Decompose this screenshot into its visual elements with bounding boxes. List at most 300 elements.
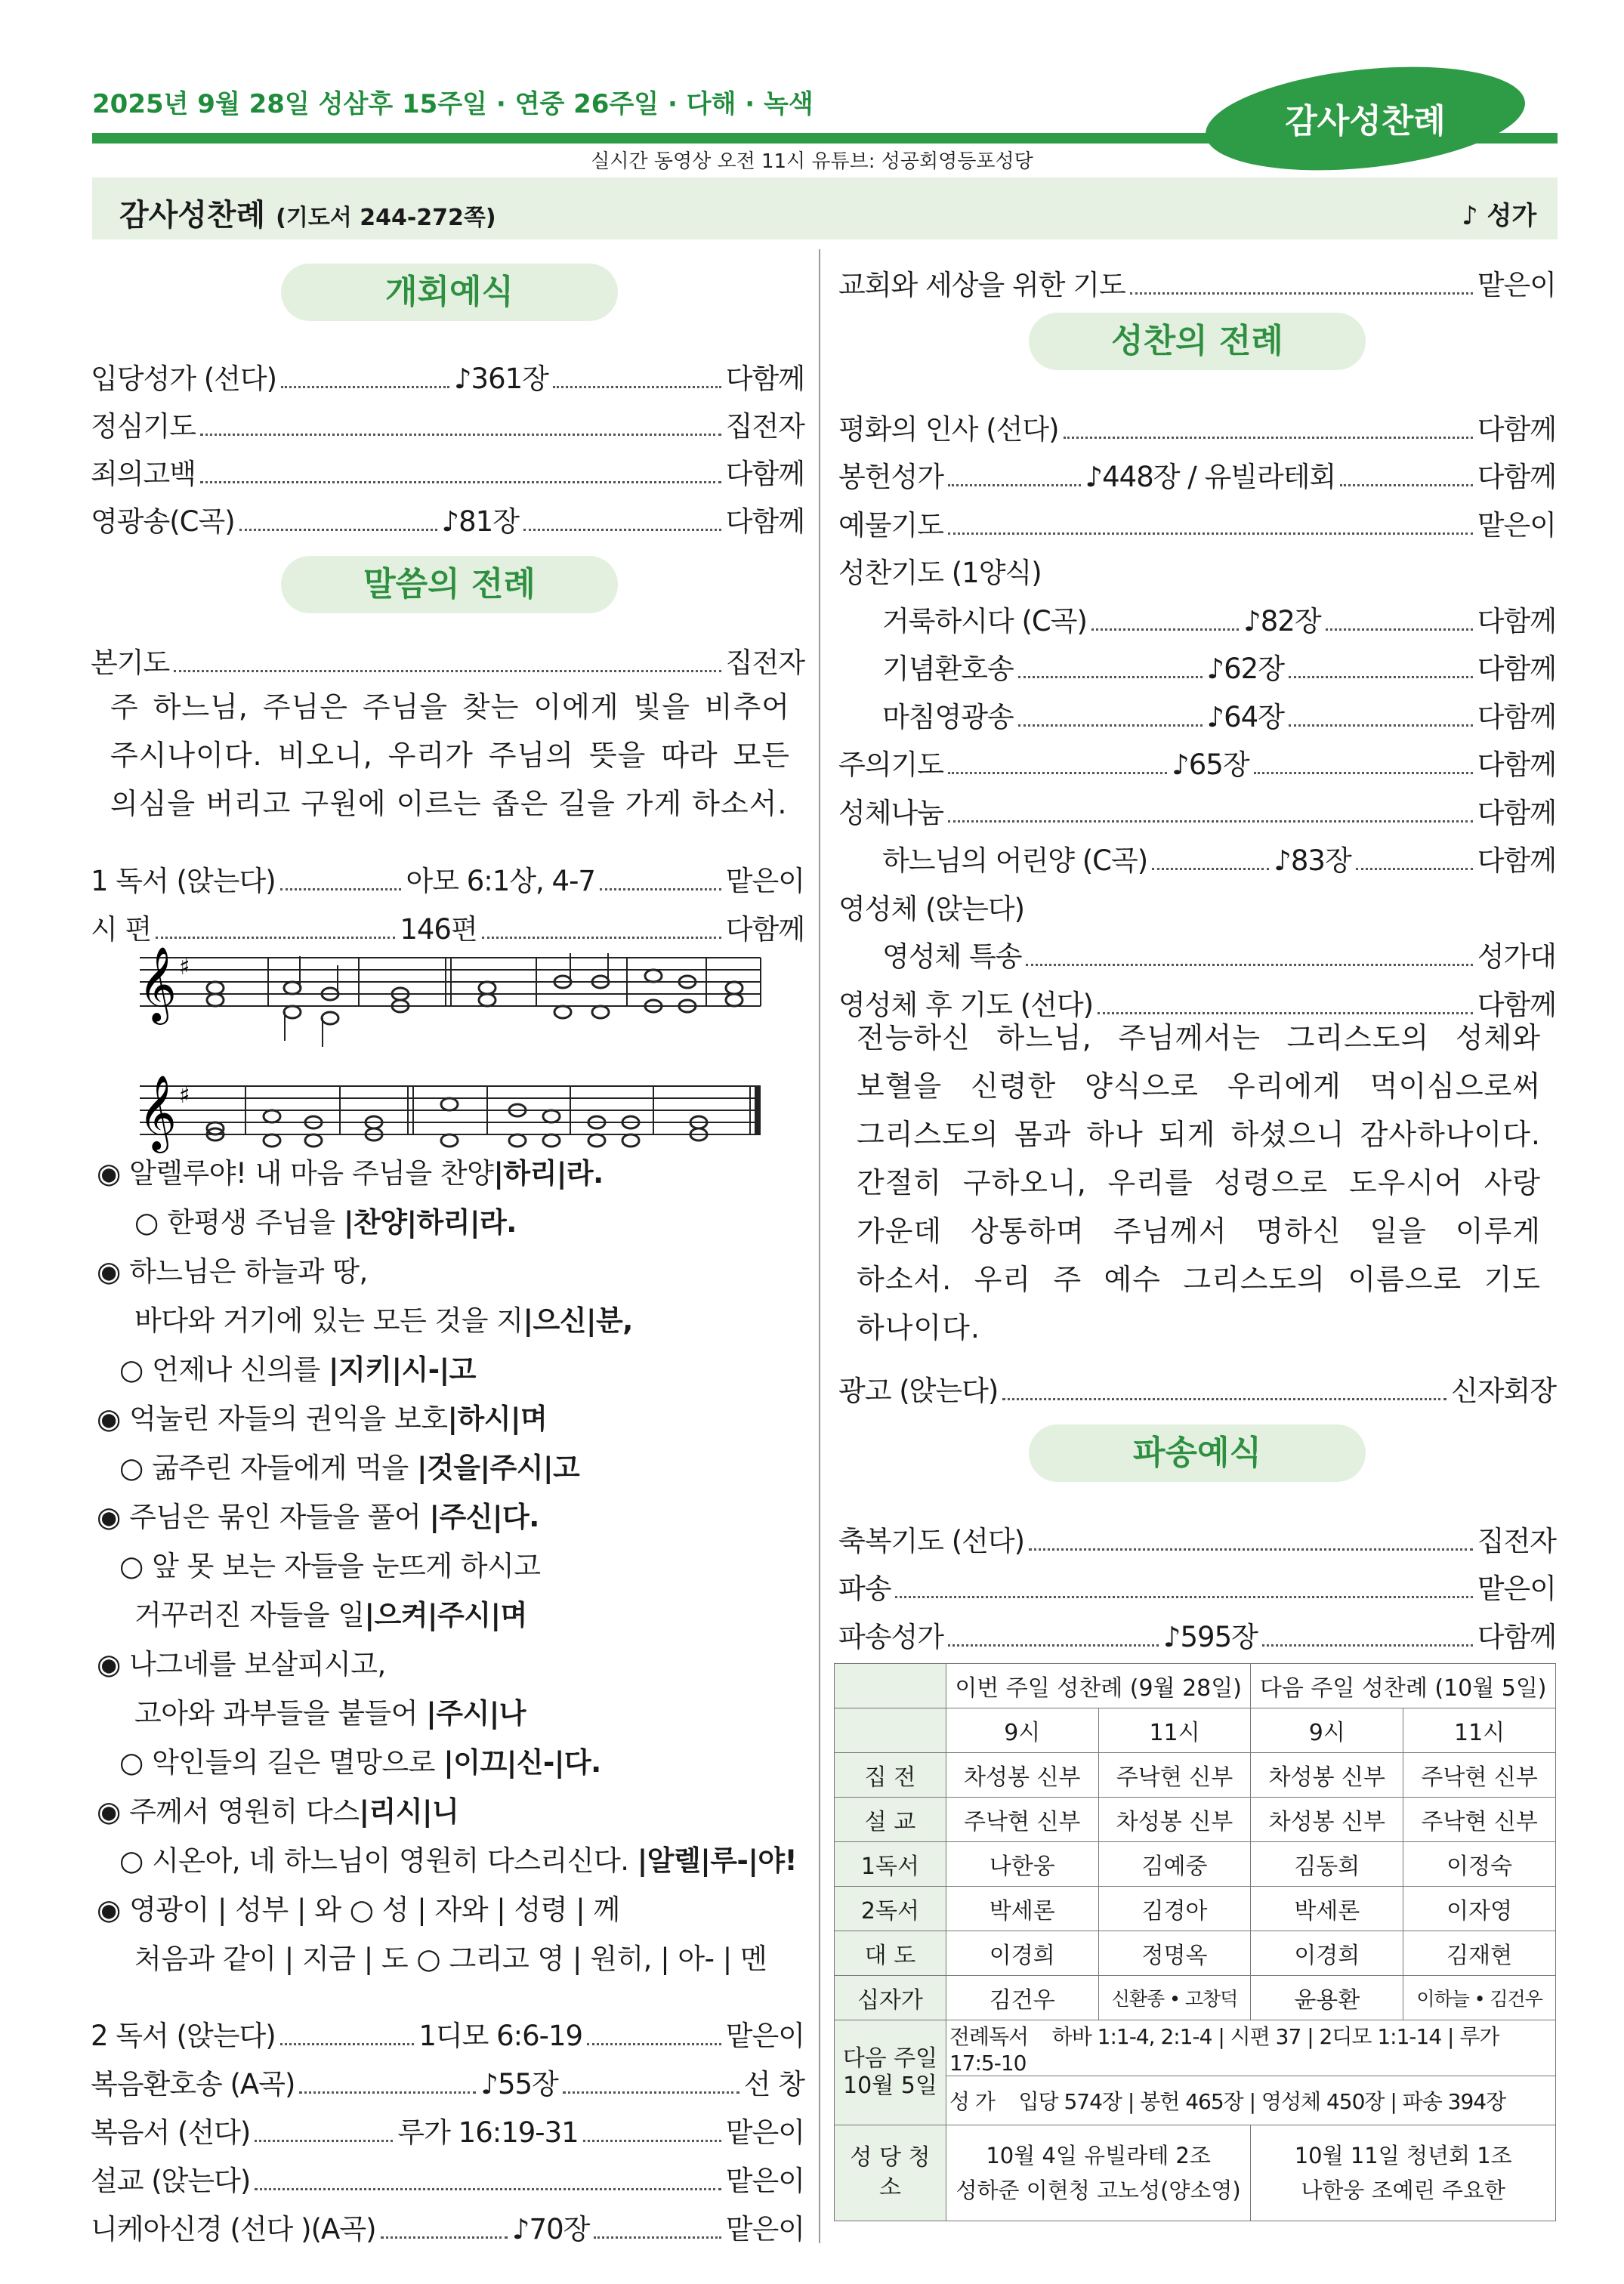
dot-leader: [280, 2043, 415, 2045]
psalm-verse: [97, 1787, 822, 1836]
row-role: 다함께: [1477, 844, 1556, 877]
dot-leader: [280, 888, 402, 890]
row-label: 본기도: [91, 647, 170, 679]
dot-leader: [482, 937, 721, 939]
liturgy-row: [91, 899, 804, 947]
row-role: 맡은이: [725, 865, 805, 897]
assignee-cell: 김예중: [1098, 1842, 1251, 1887]
readings-label: 전례독서: [949, 2024, 1029, 2049]
assignee-cell: 주낙현 신부: [1098, 1753, 1251, 1798]
row-label: 설교 (앉는다): [91, 2165, 251, 2197]
prayer-line: 전능하신 하느님, 주님께서는 그리스도의 성체와: [857, 1021, 1541, 1054]
psalm-verse: [97, 1492, 822, 1542]
prayer-line: 하소서. 우리 주 예수 그리스도의 이름으로 기도: [857, 1263, 1541, 1296]
dot-leader: [583, 2140, 721, 2142]
section-opening: 개회예식: [281, 264, 618, 321]
row-label: 기념환호송: [882, 653, 1014, 685]
row-role: 다함께: [1477, 988, 1556, 1021]
psalm-text-accented: |찬양|하리|라.: [344, 1206, 517, 1239]
leader-marker-icon: ◉: [97, 1894, 121, 1926]
role-cell: 설 교: [835, 1798, 946, 1842]
dot-leader: [1029, 1548, 1473, 1551]
psalm-text-plain: 고아와 과부들을 붙들어: [134, 1697, 427, 1730]
dot-leader: [1254, 772, 1473, 774]
next-hymns-cell: [946, 2076, 1555, 2125]
row-label: 봉헌성가: [838, 461, 943, 493]
psalm-verse: [97, 1345, 822, 1394]
cleaning-2-names: 나한웅 조예린 주요한: [1301, 2178, 1505, 2203]
psalm-text-plain: 앞 못 보는 자들을 눈뜨게 하시고: [152, 1550, 541, 1582]
cleaning-cell-1: [946, 2125, 1251, 2221]
schedule-header-row: [835, 1664, 1556, 1708]
liturgy-row: [838, 782, 1556, 831]
dot-leader: [948, 820, 1473, 823]
assignee-cell: 김건우: [946, 1976, 1098, 2020]
row-detail: ♪595장: [1162, 1620, 1258, 1653]
row-role: 성가대: [1477, 940, 1556, 973]
svg-text:𝄞: 𝄞: [138, 946, 177, 1022]
assignee-cell: 이정숙: [1403, 1842, 1556, 1887]
row-detail: 146편: [400, 913, 477, 946]
liturgy-row: [838, 591, 1556, 639]
row-label: 복음서 (선다): [91, 2116, 251, 2149]
psalm-text-plain: 나그네를 보살피시고,: [129, 1648, 386, 1681]
row-role: 맡은이: [725, 2165, 804, 2197]
row-detail: ♪361장: [453, 363, 548, 395]
dot-leader: [948, 532, 1473, 535]
row-role: 다함께: [1477, 748, 1557, 781]
psalm-verse: [97, 1836, 822, 1885]
liturgy-row: [91, 850, 804, 899]
row-label: 파송: [838, 1573, 891, 1605]
psalm-verse: [97, 1198, 822, 1247]
role-cell: 십자가: [835, 1976, 946, 2020]
section-word: 말씀의 전례: [281, 556, 618, 613]
cleaning-label: 성 당 청 소: [835, 2125, 946, 2221]
assignee-cell: 박세론: [1251, 1887, 1403, 1931]
row-label: 영성체 특송: [882, 940, 1022, 973]
intercession-row: [838, 255, 1556, 303]
role-cell: 2독서: [835, 1887, 946, 1931]
row-role: 다함께: [1477, 412, 1556, 446]
dot-leader: [1152, 868, 1269, 870]
dot-leader: [1091, 628, 1239, 631]
psalm-text-accented: |으신|분,: [523, 1304, 633, 1337]
dot-leader: [174, 670, 721, 672]
next-sunday-label: 다음 주일 10월 5일: [835, 2020, 946, 2125]
leader-marker-icon: ◉: [97, 1501, 121, 1533]
corner-cell: [835, 1664, 946, 1708]
section-dismissal: 파송예식: [1029, 1424, 1366, 1482]
psalm-text-accented: |주시|나: [426, 1697, 526, 1730]
row-detail: ♪83장: [1274, 844, 1351, 877]
schedule-row: [835, 1931, 1556, 1976]
row-role: 다함께: [1477, 604, 1556, 637]
row-detail: ♪81장: [441, 505, 519, 538]
assignee-cell: 주낙현 신부: [946, 1798, 1098, 1842]
assignee-cell: 이자영: [1403, 1887, 1556, 1931]
psalm-verse: [97, 1149, 822, 1198]
assignee-cell: 이경희: [946, 1931, 1098, 1976]
row-label: 영성체 후 기도 (선다): [838, 988, 1094, 1021]
liturgy-row: [838, 1607, 1556, 1655]
assignee-cell: 김경아: [1098, 1887, 1251, 1931]
psalm-text-plain: 영광이 | 성부 | 와 ○ 성 | 자와 | 성령 | 께: [129, 1894, 620, 1926]
leader-marker-icon: ◉: [97, 1403, 121, 1435]
row-label: 1 독서 (앉는다): [91, 865, 276, 897]
post-communion-prayer: [857, 1014, 1541, 1352]
row-detail: ♪82장: [1243, 604, 1321, 637]
row-detail: 아모 6:1상, 4-7: [406, 865, 595, 897]
assignee-cell: 차성봉 신부: [1251, 1798, 1403, 1842]
row-label: 주의기도: [838, 748, 943, 781]
row-label: 성체나눔: [838, 796, 943, 829]
row-role: 맡은이: [1477, 1573, 1556, 1605]
psalm-verse: [97, 1934, 822, 1983]
dot-leader: [281, 386, 449, 388]
dot-leader: [200, 481, 721, 483]
row-label: 복음환호송 (A곡): [91, 2068, 295, 2100]
svg-text:♯: ♯: [179, 1082, 190, 1109]
assignee-cell: 김동희: [1251, 1842, 1403, 1887]
liturgy-row: [91, 2150, 804, 2199]
schedule-row: [835, 1753, 1556, 1798]
psalm-text-accented: |주신|다.: [429, 1501, 539, 1533]
liturgy-row: [838, 639, 1556, 687]
assignee-cell: 차성봉 신부: [946, 1753, 1098, 1798]
liturgy-row: [838, 831, 1556, 879]
cleaning-2-title: 10월 11일 청년회 1조: [1294, 2143, 1512, 2168]
liturgy-row: [91, 397, 804, 444]
dot-leader: [255, 2140, 393, 2142]
liturgy-row: [91, 444, 804, 492]
assignee-cell: 나한웅: [946, 1842, 1098, 1887]
row-role: 집전자: [725, 410, 804, 443]
psalm-text-accented: |이끄|신-|다.: [443, 1746, 601, 1779]
dot-leader: [200, 434, 721, 436]
psalm-verse: [97, 1738, 822, 1787]
psalm-text-accented: |으켜|주시|며: [364, 1599, 527, 1631]
liturgy-row: [91, 2102, 804, 2150]
hymns-label: 성 가: [949, 2089, 995, 2114]
psalm-text-plain: 처음과 같이 | 지금 | 도 ○ 그리고 영 | 원히, | 아- | 멘: [134, 1943, 767, 1975]
psalm-text-plain: 악인들의 길은 멸망으로: [152, 1746, 444, 1779]
row-label: 교회와 세상을 위한 기도: [838, 269, 1125, 301]
prayer-line: 가운데 상통하며 주님께서 명하신 일을 이루게: [857, 1215, 1541, 1248]
row-label: 죄의고백: [91, 458, 196, 490]
section-eucharist: 성찬의 전례: [1029, 313, 1366, 370]
leader-marker-icon: ◉: [97, 1157, 121, 1190]
assignee-cell: 박세론: [946, 1887, 1098, 1931]
row-role: 다함께: [1477, 1620, 1556, 1653]
next-readings-cell: [946, 2020, 1555, 2076]
assignee-cell: 신환종 • 고창덕: [1098, 1976, 1251, 2020]
hymn-label: ♪ 성가: [1462, 201, 1537, 231]
cleaning-cell-2: [1251, 2125, 1556, 2221]
assignee-cell: 윤용환: [1251, 1976, 1403, 2020]
row-role: 다함께: [725, 505, 805, 538]
eucharist-rows: [838, 399, 1556, 1023]
row-role: 다함께: [1477, 700, 1557, 733]
row-role: 다함께: [725, 363, 804, 395]
assignee-cell: 주낙현 신부: [1403, 1798, 1556, 1842]
assignee-cell: 주낙현 신부: [1403, 1753, 1556, 1798]
dot-leader: [600, 888, 721, 890]
svg-text:♯: ♯: [179, 954, 190, 980]
collect-prayer: [110, 683, 790, 828]
cleaning-1-title: 10월 4일 유빌라테 2조: [986, 2143, 1211, 2168]
psalm-text-plain: 하느님은 하늘과 땅,: [129, 1255, 368, 1288]
liturgy-row: [838, 1511, 1556, 1559]
psalm-text: [97, 1149, 822, 1983]
psalm-text-plain: 언제나 신의를: [152, 1353, 329, 1386]
time-cell: 11시: [1403, 1708, 1556, 1753]
row-label: 영성체 (앉는다): [838, 892, 1025, 925]
prayer-line: 보혈을 신령한 양식으로 우리에게 먹이심으로써: [857, 1069, 1541, 1103]
schedule-body: [835, 1753, 1556, 2020]
psalm-verse: [97, 1443, 822, 1492]
row-role: 다함께: [725, 458, 804, 490]
row-label: 광고 (앉는다): [838, 1375, 999, 1407]
badge-label: 감사성찬례: [1285, 102, 1446, 140]
row-label: 시 편: [91, 913, 152, 946]
dot-leader: [1002, 1398, 1446, 1400]
hymns-text: 입당 574장 | 봉헌 465장 | 영성체 450장 | 파송 394장: [1018, 2089, 1506, 2114]
prayer-line: 하나이다.: [857, 1311, 980, 1344]
psalm-text-plain: 거꾸러진 자들을 일: [134, 1599, 365, 1631]
response-marker-icon: ○: [119, 1746, 144, 1779]
psalm-verse: [97, 1542, 822, 1591]
row-label: 예물기도: [838, 508, 943, 542]
opening-rows: [91, 349, 804, 539]
page-title-sub: (기도서 244-272쪽): [276, 205, 496, 231]
assignee-cell: 김재현: [1403, 1931, 1556, 1976]
response-marker-icon: ○: [119, 1844, 144, 1877]
psalm-verse: [97, 1640, 822, 1689]
psalm-verse: [97, 1394, 822, 1443]
row-label: 2 독서 (앉는다): [91, 2020, 276, 2052]
row-role: 다함께: [1477, 461, 1557, 493]
row-label: 하느님의 어린양 (C곡): [882, 844, 1148, 877]
row-role: 맡은이: [725, 2020, 804, 2052]
psalm-text-accented: |지키|시-|고: [329, 1353, 476, 1386]
psalm-verse: [97, 1247, 822, 1296]
psalm-verse: [97, 1296, 822, 1345]
row-role: 다함께: [725, 913, 805, 946]
prayer-line: 간절히 구하오니, 우리를 성령으로 도우시어 사랑: [857, 1166, 1541, 1199]
psalm-chant-notation: [132, 943, 767, 1169]
dot-leader: [239, 529, 437, 531]
dot-leader: [948, 1644, 1159, 1647]
psalm-text-plain: 주님은 묶인 자들을 풀어: [129, 1501, 430, 1533]
dot-leader: [948, 484, 1081, 486]
liturgy-row: [838, 495, 1556, 543]
prayer-line: 그리스도의 몸과 하나 되게 하셨으니 감사하나이다.: [857, 1118, 1541, 1151]
dot-leader: [1262, 1644, 1473, 1647]
row-role: 집전자: [1477, 1524, 1556, 1557]
psalm-text-accented: |하시|며: [447, 1403, 548, 1435]
assignee-cell: 이하늘 • 김건우: [1403, 1976, 1556, 2020]
psalm-text-accented: |리시|니: [359, 1795, 459, 1828]
liturgy-row: [838, 687, 1556, 735]
prayer-line: 주 하느님, 주님은 주님을 찾는 이에게 빛을 비추어: [110, 690, 790, 724]
liturgy-row: [838, 1361, 1556, 1409]
schedule-row: [835, 1842, 1556, 1887]
liturgy-row: [838, 399, 1556, 447]
liturgy-row: [91, 2054, 804, 2102]
assignee-cell: 차성봉 신부: [1098, 1798, 1251, 1842]
dot-leader: [1018, 724, 1203, 727]
time-cell: 9시: [1251, 1708, 1403, 1753]
dot-leader: [1130, 292, 1473, 295]
dot-leader: [948, 772, 1167, 774]
liturgy-row: [91, 492, 804, 539]
psalm-text-accented: |것을|주시|고: [417, 1452, 580, 1484]
row-role: 다함께: [1477, 653, 1557, 685]
liturgy-row: [91, 2005, 804, 2054]
row-detail: ♪64장: [1206, 700, 1284, 733]
next-week-header: 다음 주일 성찬례 (10월 5일): [1251, 1664, 1556, 1708]
row-detail: ♪62장: [1206, 653, 1284, 685]
dot-leader: [1018, 676, 1203, 678]
leader-marker-icon: ◉: [97, 1648, 121, 1681]
schedule-row: [835, 1887, 1556, 1931]
this-week-header: 이번 주일 성찬례 (9월 28일): [946, 1664, 1251, 1708]
date-line: 2025년 9월 28일 성삼후 15주일 · 연중 26주일 · 다해 · 녹색: [92, 89, 814, 119]
psalm-verse: [97, 1885, 822, 1934]
assignee-cell: 차성봉 신부: [1251, 1753, 1403, 1798]
prayer-line: 주시나이다. 비오니, 우리가 주님의 뜻을 따라 모든: [110, 739, 790, 772]
schedule-row: [835, 1976, 1556, 2020]
chant-staff-1: [138, 946, 761, 1047]
schedule-row: [835, 1798, 1556, 1842]
psalm-text-accented: |하리|라.: [493, 1157, 604, 1190]
dot-leader: [1289, 676, 1473, 678]
role-cell: 대 도: [835, 1931, 946, 1976]
cleaning-1-names: 성하준 이현청 고노성(양소영): [956, 2178, 1241, 2203]
row-role: 맡은이: [725, 2213, 804, 2245]
dot-leader: [1356, 868, 1473, 870]
reading-rows: [91, 850, 804, 947]
row-label: 성찬기도 (1양식): [838, 557, 1042, 589]
schedule-times-row: [835, 1708, 1556, 1753]
response-marker-icon: ○: [119, 1353, 144, 1386]
row-label: 니케아신경 (선다 )(A곡): [91, 2213, 376, 2245]
dot-leader: [299, 2091, 476, 2094]
row-label: 정심기도: [91, 410, 196, 443]
readings-text: 하바 1:1-4, 2:1-4 | 시편 37 | 2디모 1:1-14 | 루가 17:5-10: [949, 2024, 1499, 2076]
psalm-verse: [97, 1591, 822, 1640]
psalm-text-plain: 알렐루야! 내 마음 주님을 찬양: [129, 1157, 494, 1190]
response-marker-icon: ○: [119, 1550, 144, 1582]
page-title-text: 감사성찬례: [119, 198, 266, 233]
row-label: 축복기도 (선다): [838, 1524, 1025, 1557]
dot-leader: [895, 1596, 1472, 1598]
row-detail: ♪70장: [511, 2213, 590, 2245]
psalm-verse: [97, 1689, 822, 1738]
liturgy-row: [838, 1559, 1556, 1607]
svg-text:𝄞: 𝄞: [138, 1075, 177, 1150]
assignee-cell: 정명옥: [1098, 1931, 1251, 1976]
row-role: 집전자: [725, 647, 804, 679]
chant-staff-2: [138, 1075, 761, 1153]
notices-row: [838, 1361, 1556, 1409]
livestream-info: 실시간 동영상 오전 11시 유튜브: 성공회영등포성당: [591, 150, 1033, 173]
liturgy-row: [838, 927, 1556, 975]
dot-leader: [1340, 484, 1473, 486]
psalm-text-plain: 억눌린 자들의 권익을 보호: [129, 1403, 448, 1435]
dismissal-rows: [838, 1511, 1556, 1655]
next-sunday-readings-row: [835, 2020, 1556, 2076]
psalm-text-plain: 주께서 영원히 다스: [129, 1795, 360, 1828]
response-marker-icon: ○: [134, 1206, 159, 1239]
liturgy-row: [838, 878, 1556, 927]
corner-cell: [835, 1708, 946, 1753]
page-title: [119, 191, 496, 234]
row-role: 신자회장: [1451, 1375, 1556, 1407]
liturgy-row: [838, 543, 1556, 591]
row-label: 영광송(C곡): [91, 505, 235, 538]
row-role: 맡은이: [1477, 269, 1556, 301]
row-role: 맡은이: [725, 2116, 805, 2149]
time-cell: 11시: [1098, 1708, 1251, 1753]
role-cell: 집 전: [835, 1753, 946, 1798]
dot-leader: [1289, 724, 1473, 727]
dot-leader: [553, 386, 721, 388]
row-detail: ♪55장: [480, 2068, 558, 2100]
dot-leader: [1326, 628, 1473, 631]
row-label: 거룩하시다 (C곡): [882, 604, 1087, 637]
row-detail: ♪65장: [1172, 748, 1249, 781]
schedule-table-wrapper: [834, 1663, 1556, 2221]
row-label: 입당성가 (선다): [91, 363, 277, 395]
psalm-text-plain: 한평생 주님을: [167, 1206, 344, 1239]
dot-leader: [381, 2236, 508, 2239]
dot-leader: [587, 2043, 721, 2045]
role-cell: 1독서: [835, 1842, 946, 1887]
liturgy-row: [91, 633, 804, 681]
row-role: 선 창: [743, 2068, 804, 2100]
row-role: 맡은이: [1477, 508, 1556, 542]
row-label: 파송성가: [838, 1620, 943, 1653]
liturgy-row: [91, 2199, 804, 2247]
assignee-cell: 이경희: [1251, 1931, 1403, 1976]
dot-leader: [255, 2188, 721, 2190]
psalm-text-plain: 바다와 거기에 있는 모든 것을 지: [134, 1304, 523, 1337]
psalm-text-accented: |알렐|루-|야!: [637, 1844, 798, 1877]
row-label: 평화의 인사 (선다): [838, 412, 1059, 446]
gospel-rows: [91, 2005, 804, 2247]
dot-leader: [1026, 964, 1472, 966]
prayer-line: 의심을 버리고 구원에 이르는 좁은 길을 가게 하소서.: [110, 787, 788, 820]
schedule-table: [834, 1663, 1556, 2221]
leader-marker-icon: ◉: [97, 1795, 121, 1828]
row-role: 다함께: [1477, 796, 1556, 829]
time-cell: 9시: [946, 1708, 1098, 1753]
dot-leader: [523, 529, 721, 531]
cleaning-row: [835, 2125, 1556, 2221]
dot-leader: [563, 2091, 739, 2094]
collect-row: [91, 633, 804, 681]
dot-leader: [594, 2236, 721, 2239]
leader-marker-icon: ◉: [97, 1255, 121, 1288]
psalm-text-plain: 시온아, 네 하느님이 영원히 다스리신다.: [152, 1844, 638, 1877]
row-detail: 루가 16:19-31: [397, 2116, 579, 2149]
psalm-text-plain: 굶주린 자들에게 먹을: [152, 1452, 418, 1484]
dot-leader: [1064, 437, 1473, 439]
liturgy-row: [838, 735, 1556, 783]
liturgy-row: [838, 447, 1556, 495]
